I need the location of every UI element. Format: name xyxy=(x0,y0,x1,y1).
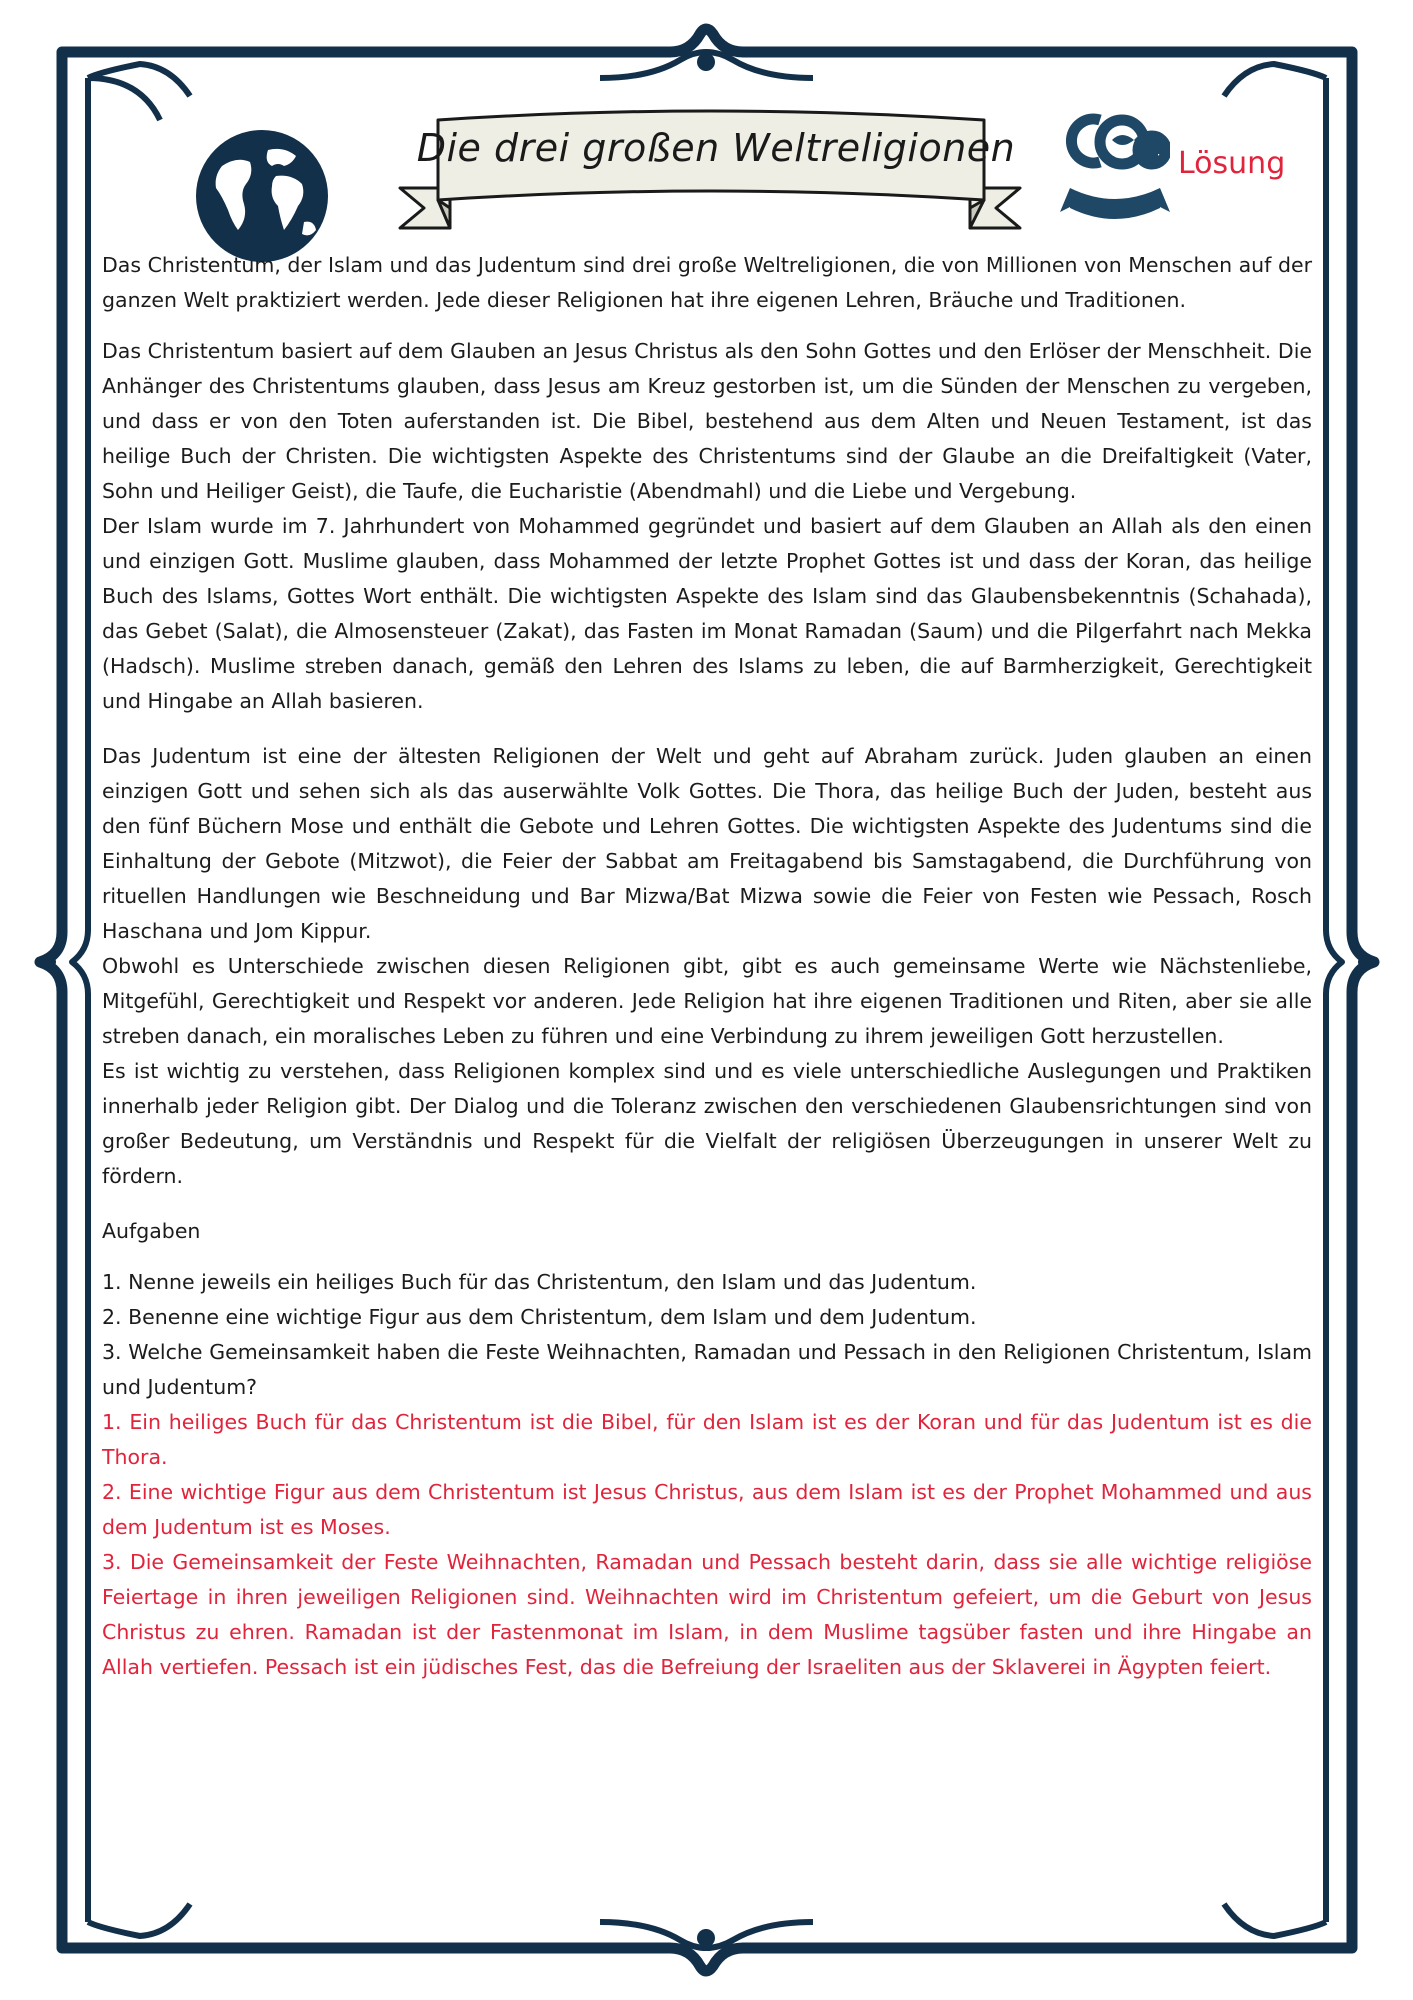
answer-item: 1. Ein heiliges Buch für das Christentum ist die Bibel, für den Islam ist es der Koran und für das Judentum ist es die Thora. xyxy=(102,1410,1312,1469)
globe-icon xyxy=(192,126,332,266)
task-item: 1. Nenne jeweils ein heiliges Buch für das Christentum, den Islam und das Judentum. xyxy=(102,1270,977,1294)
answer-item: 2. Eine wichtige Figur aus dem Christentum ist Jesus Christus, aus dem Islam ist es der Prophet Mohammed und aus dem Judentum ist es Moses. xyxy=(102,1480,1312,1539)
gemeinsam-paragraph: Obwohl es Unterschiede zwischen diesen Religionen gibt, gibt es auch gemeinsame Werte wie Nächstenliebe, Mitgefühl, Gerechtigkeit und Respekt vor anderen. Jede Religion hat ihre eigenen Traditionen und Riten, aber sie alle streben danach, ein moralisches Leben zu führen und eine Verbindung zu ihrem jeweiligen Gott herzustellen. xyxy=(102,954,1312,1048)
answer-item: 3. Die Gemeinsamkeit der Feste Weihnachten, Ramadan und Pessach besteht darin, dass sie alle wichtige religiöse Feiertage in ihren jeweiligen Religionen sind. Weihnachten wird im Christentum gefeiert, um die Geburt von Jesus Christus zu ehren. Ramadan ist der Fastenmonat im Islam, in dem Muslime tagsüber fasten und ihre Hingabe an Allah vertiefen. Pessach ist ein jüdisches Fest, das die Befreiung der Israeliten aus der Sklaverei in Ägypten feiert. xyxy=(102,1550,1312,1679)
dialog-paragraph: Es ist wichtig zu verstehen, dass Religionen komplex sind und es viele unterschiedliche Auslegungen und Praktiken innerhalb jeder Religion gibt. Der Dialog und die Toleranz zwischen den verschiedenen Glaubensrichtungen sind von großer Bedeutung, um Verständnis und Respekt für die Vielfalt der religiösen Überzeugungen in unserer Welt zu fördern. xyxy=(102,1059,1312,1188)
task-item: 2. Benenne eine wichtige Figur aus dem Christentum, dem Islam und dem Judentum. xyxy=(102,1305,977,1329)
christentum-paragraph: Das Christentum basiert auf dem Glauben an Jesus Christus als den Sohn Gottes und den Erlöser der Menschheit. Die Anhänger des Christentums glauben, dass Jesus am Kreuz gestorben ist, um die Sünden der Menschen zu vergeben, und dass er von den Toten auferstanden ist. Die Bibel, bestehend aus dem Alten und Neuen Testament, ist das heilige Buch der Christen. Die wichtigsten Aspekte des Christentums sind der Glaube an die Dreifaltigkeit (Vater, Sohn und Heiliger Geist), die Taufe, die Eucharistie (Abendmahl) und die Liebe und Vergebung. xyxy=(102,339,1312,503)
intro-paragraph: Das Christentum, der Islam und das Judentum sind drei große Weltreligionen, die von Millionen von Menschen auf der ganzen Welt praktiziert werden. Jede dieser Religionen hat ihre eigenen Lehren, Bräuche und Traditionen. xyxy=(102,253,1312,312)
worksheet-content xyxy=(102,248,1312,1685)
tasks-heading: Aufgaben xyxy=(102,1219,201,1243)
judentum-paragraph: Das Judentum ist eine der ältesten Religionen der Welt und geht auf Abraham zurück. Juden glauben an einen einzigen Gott und sehen sich als das auserwählte Volk Gottes. Die Thora, das heilige Buch der Juden, besteht aus den fünf Büchern Mose und enthält die Gebote und Lehren Gottes. Die wichtigsten Aspekte des Judentums sind die Einhaltung der Gebote (Mitzwot), die Feier der Sabbat am Freitagabend bis Samstagabend, die Durchführung von rituellen Handlungen wie Beschneidung und Bar Mizwa/Bat Mizwa sowie die Feier von Festen wie Pessach, Rosch Haschana und Jom Kippur. xyxy=(102,744,1312,943)
task-item: 3. Welche Gemeinsamkeit haben die Feste Weihnachten, Ramadan und Pessach in den Religionen Christentum, Islam und Judentum? xyxy=(102,1340,1312,1399)
islam-paragraph: Der Islam wurde im 7. Jahrhundert von Mohammed gegründet und basiert auf dem Glauben an Allah als den einen und einzigen Gott. Muslime glauben, dass Mohammed der letzte Prophet Gottes ist und dass der Koran, das heilige Buch des Islams, Gottes Wort enthält. Die wichtigsten Aspekte des Islam sind das Glaubensbekenntnis (Schahada), das Gebet (Salat), die Almosensteuer (Zakat), das Fasten im Monat Ramadan (Saum) und die Pilgerfahrt nach Mekka (Hadsch). Muslime streben danach, gemäß den Lehren des Islams zu leben, die auf Barmherzigkeit, Gerechtigkeit und Hingabe an Allah basieren. xyxy=(102,514,1312,713)
religion-symbols-logo-icon xyxy=(1060,100,1170,230)
page-title: Die drei großen Weltreligionen xyxy=(416,126,1016,170)
solution-badge: Lösung xyxy=(1178,146,1286,181)
